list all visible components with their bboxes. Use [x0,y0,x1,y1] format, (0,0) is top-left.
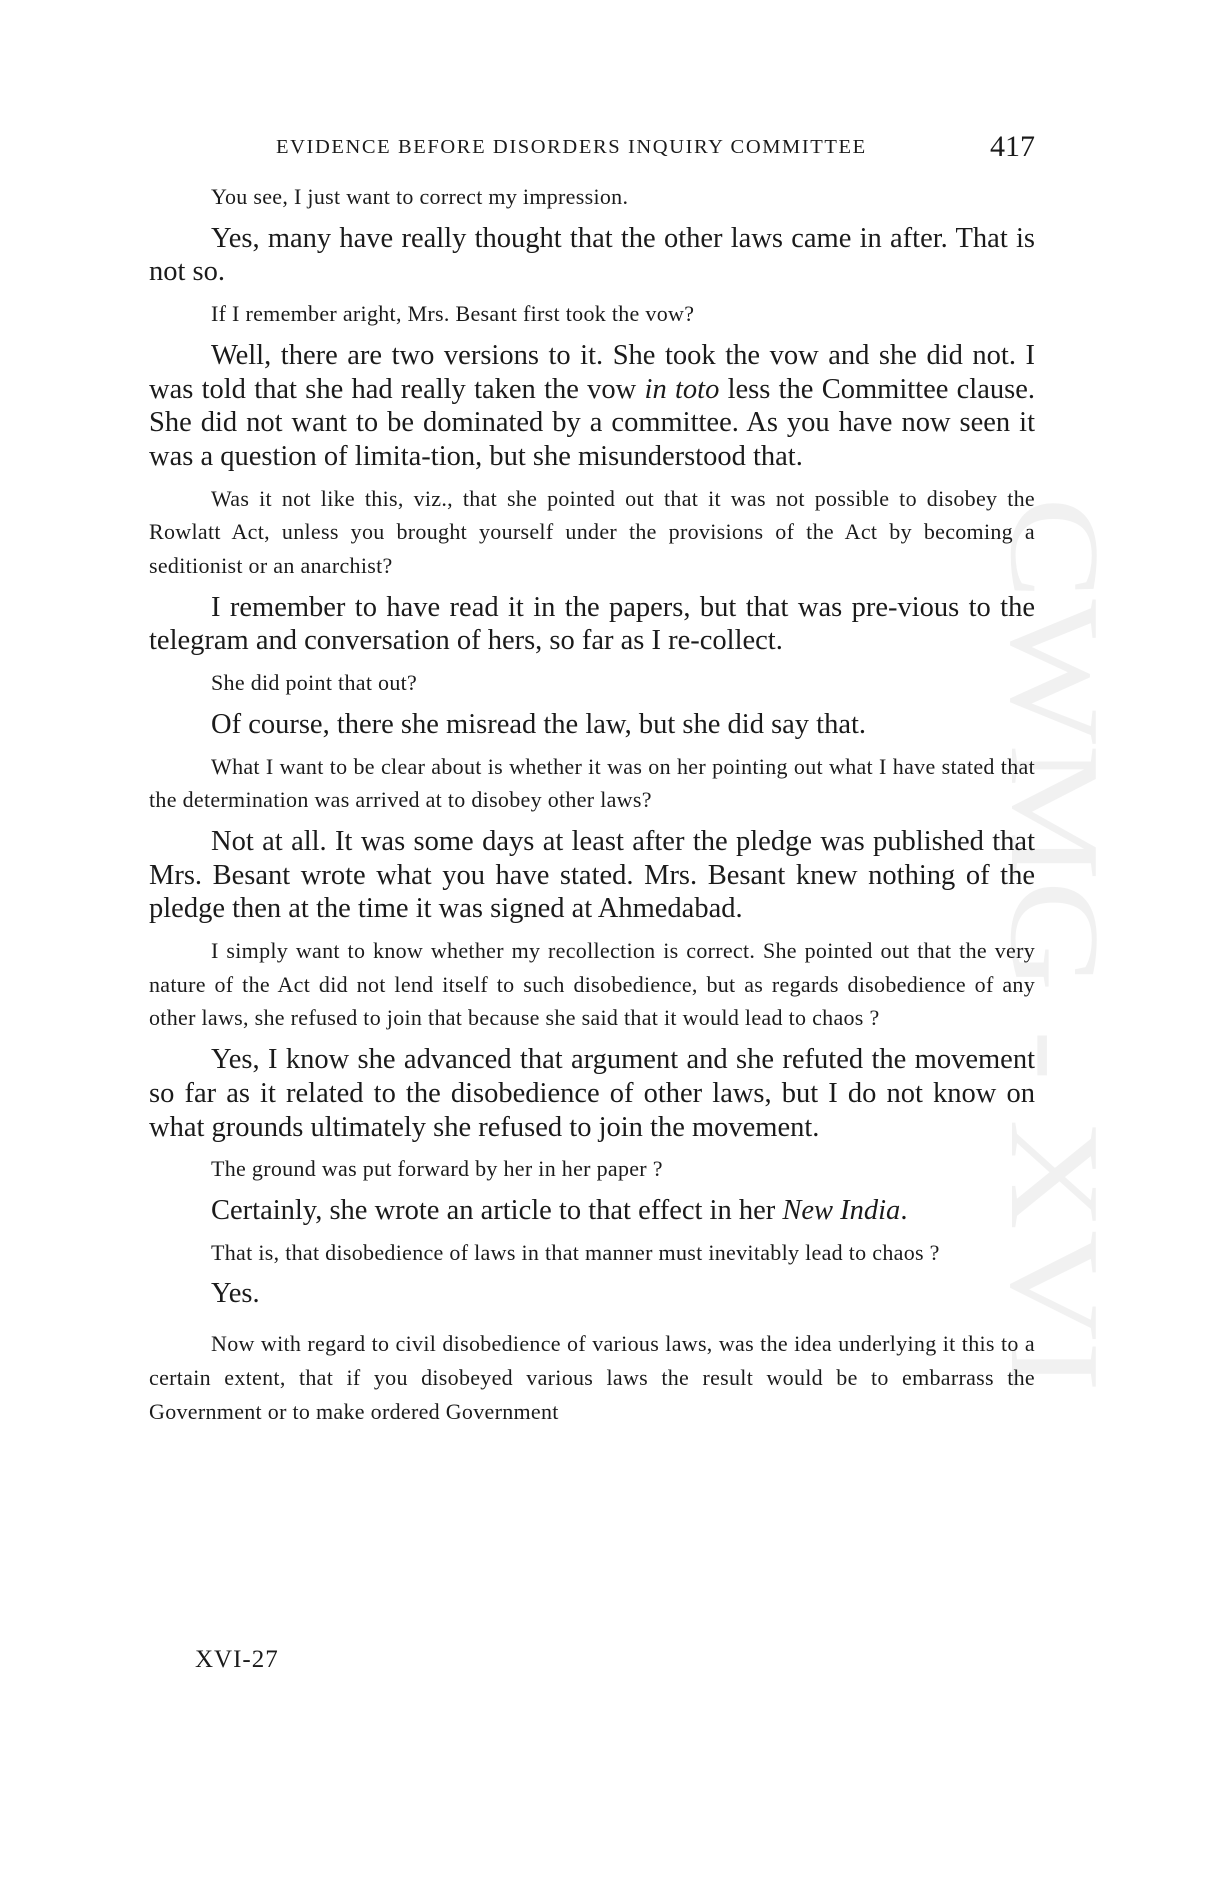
page-body [149,180,1035,1428]
question-paragraph: The ground was put forward by her in her paper ? [211,1156,663,1182]
answer-text: Certainly, she wrote an article to that effect in her [211,1194,783,1226]
answer-paragraph: Of course, there she misread the law, but she did say that. [211,708,867,740]
page-number: 417 [990,130,1035,163]
question-paragraph: You see, I just want to correct my impression. [211,184,629,209]
signature-mark: XVI-27 [195,1646,279,1673]
answer-paragraph: Yes, I know she advanced that argument and she refuted the movement so far as it related to the disobedience of other laws, but I do not know on what grounds ultimately she refused to join the movement. [149,1044,1035,1143]
watermark-text: CWMG - XVI [984,497,1126,1244]
question-paragraph: Now with regard to civil disobedience of various laws, was the idea underlying it this to a certain extent, that if you disobeyed various laws the result would be to embarrass the Government or to make ordered Government [149,1331,1035,1424]
answer-paragraph: Not at all. It was some days at least after the pledge was published that Mrs. Besant wrote what you have stated. Mrs. Besant knew nothing of the pledge then at the time it was signed at Ahmedabad. [149,825,1035,925]
answer-paragraph: Yes, many have really thought that the other laws came in after. That is not so. [149,222,1035,288]
answer-paragraph [149,339,1035,474]
answer-text: . [900,1194,908,1226]
italic-phrase: in toto [644,373,720,405]
question-paragraph: That is, that disobedience of laws in that manner must inevitably lead to chaos ? [211,1239,940,1265]
question-paragraph: Was it not like this, viz., that she pointed out that it was not possible to disobey the Rowlatt Act, unless you brought yourself under the provisions of the Act by becoming a seditionist or an anarchist? [149,485,1035,579]
answer-text: less the Committee clause. She did not want to be dominated by a committee. As you have now seen it was a question of limita-tion, but she misunderstood that. [149,373,1035,472]
answer-paragraph: Yes. [211,1278,260,1310]
answer-paragraph [149,1194,1035,1228]
answer-text: Well, there are two versions to it. She took the vow and she did not. I was told that she had really taken the vow [149,339,1035,405]
running-title: EVIDENCE BEFORE DISORDERS INQUIRY COMMITTEE [276,136,867,158]
italic-title: New India [782,1194,901,1226]
question-paragraph: What I want to be clear about is whether it was on her pointing out what I have stated that the determination was arrived at to disobey other laws? [149,753,1035,813]
answer-paragraph: I remember to have read it in the papers, but that was pre-vious to the telegram and conversation of hers, so far as I re-collect. [149,591,1035,657]
question-paragraph: I simply want to know whether my recollection is correct. She pointed out that the very nature of the Act did not lend itself to such disobedience, but as regards disobedience of any other laws, she refused to join that because she said that it would lead to chaos ? [149,938,1035,1031]
question-paragraph: She did point that out? [211,670,418,696]
question-paragraph: If I remember aright, Mrs. Besant first took the vow? [211,301,695,327]
